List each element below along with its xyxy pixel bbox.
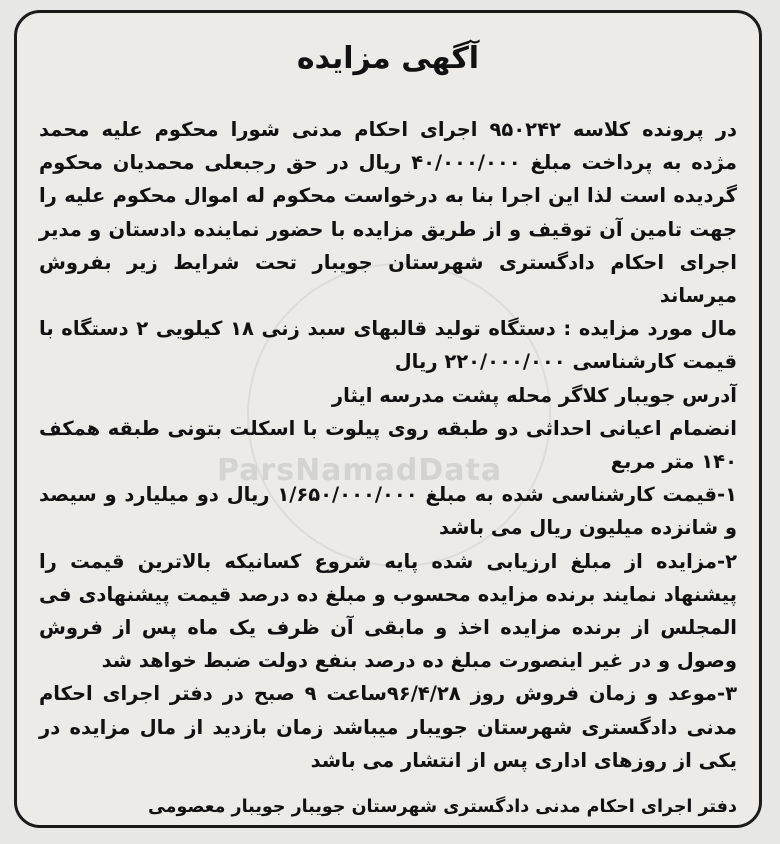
notice-paragraph-building: انضمام اعیانی احداثی دو طبقه روی پیلوت با اسکلت بتونی طبقه همکف ۱۴۰ متر مربع (39, 416, 737, 474)
notice-paragraph-condition-3: ۳-موعد و زمان فروش روز ۹۶/۴/۲۸ساعت ۹ صبح در دفتر اجرای احکام مدنی دادگستری شهرستان جویبار میباشد زمان بازدید از مال مزایده در یکی از روزهای اداری پس از انتشار می باشد (39, 682, 737, 772)
notice-frame (14, 10, 762, 828)
notice-title: آگهی مزایده (296, 41, 480, 76)
notice-body (39, 113, 737, 777)
notice-paragraph-item: مال مورد مزایده : دستگاه تولید قالبهای سبد زنی ۱۸ کیلویی ۲ دستگاه با قیمت کارشناسی ۲۲۰/۰۰۰/۰۰۰ ریال (39, 317, 737, 374)
notice-footer-signature: دفتر اجرای احکام مدنی دادگستری شهرستان جویبار جویبار معصومی (147, 797, 737, 817)
notice-paragraph-condition-2: ۲-مزایده از مبلغ ارزیابی شده پایه شروع کسانیکه بالاترین قیمت را پیشنهاد نمایند برنده مزایده محسوب و مبلغ ده درصد قیمت پیشنهادی فی المجلس از برنده مزایده اخذ و مابقی آن ظرف یک ماه پس از فروش وصول و در غیر اینصورت مبلغ ده درصد بنفع دولت ضبط خواهد شد (39, 549, 737, 673)
watermark-text: ParsNamadData (217, 453, 503, 488)
notice-paragraph-intro: در پرونده کلاسه ۹۵۰۲۴۲ اجرای احکام مدنی شورا محکوم علیه محمد مژده به پرداخت مبلغ ۴۰/۰۰۰/۰۰۰ ریال در حق رجبعلی محمدیان محکوم گردیده است لذا این اجرا بنا به درخواست محکوم له اموال محکوم علیه را جهت تامین آن توقیف و از طریق مزایده با حضور نماینده دادستان و مدیر اجرای احکام دادگستری شهرستان جویبار تحت شرایط زیر بفروش میرساند (39, 118, 737, 308)
notice-paragraph-condition-1: ۱-قیمت کارشناسی شده به مبلغ ۱/۶۵۰/۰۰۰/۰۰۰ ریال دو میلیارد و سیصد و شانزده میلیون ریال می باشد (39, 483, 737, 540)
notice-paragraph-address: آدرس جویبار کلاگر محله پشت مدرسه ایثار (331, 383, 737, 407)
